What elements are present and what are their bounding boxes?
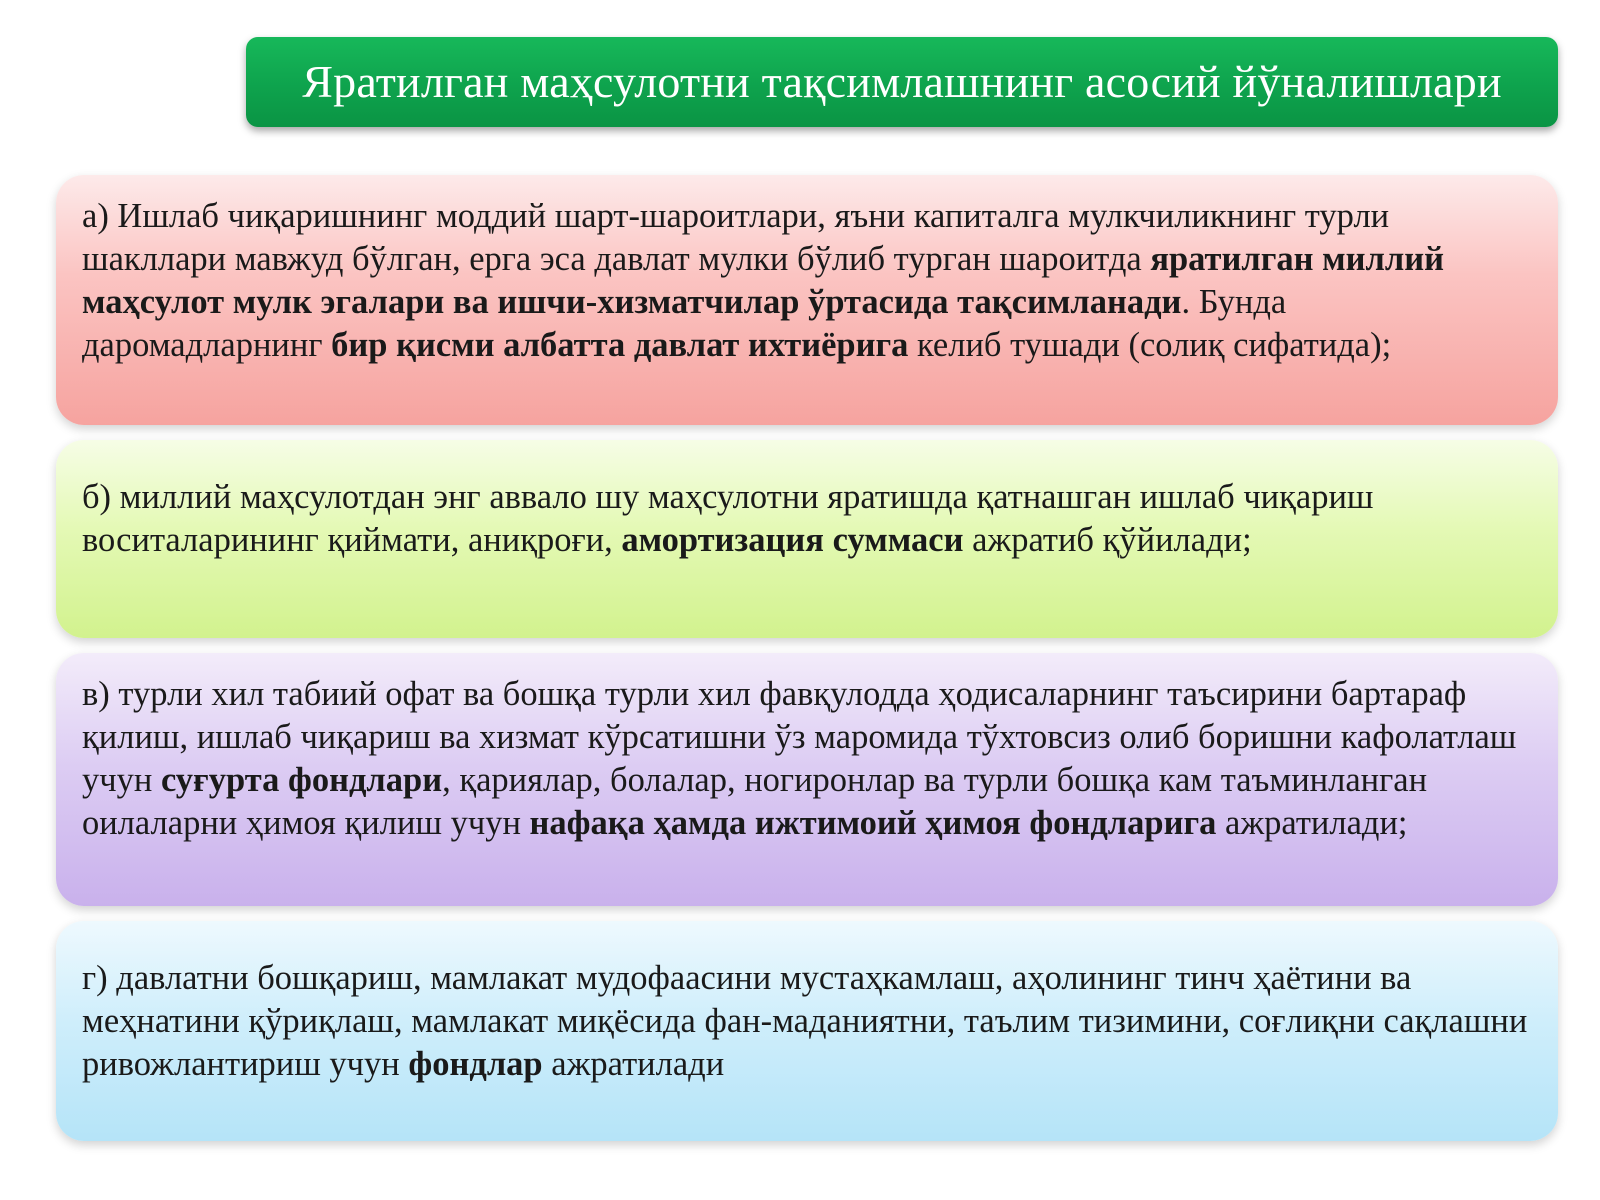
distribution-item-c [56,653,1558,906]
text-segment: а) Ишлаб чиқаришнинг моддий шарт-шароитлари, яъни капиталга мулкчиликнинг турли шакллари мавжуд бўлган, ерга эса давлат мулки бўлиб турган шароитда [82,197,1390,278]
bold-segment: нафақа ҳамда ижтимоий ҳимоя фондларига [529,804,1217,842]
bold-segment: яратилган миллий маҳсулот мулк эгалари ва ишчи-хизматчилар ўртасида тақсимланади [82,240,1444,321]
distribution-item-d [56,921,1558,1141]
text-segment: , қариялар, болалар, ногиронлар ва турли бошқа кам таъминланган оилаларни ҳимоя қилиш учун [82,761,1428,842]
item-text [82,957,1534,1086]
text-segment: в) турли хил табиий офат ва бошқа турли хил фавқулодда ҳодисаларнинг таъсирини бартараф қилиш, ишлаб чиқариш ва хизмат кўрсатишни ўз маромида тўхтовсиз олиб боришни кафолатлаш учун [82,675,1517,799]
text-segment: ажратилади; [1216,804,1408,842]
text-segment: . Бунда даромадларнинг [82,283,1287,364]
text-segment: ажратилади [542,1045,725,1083]
distribution-item-a [56,175,1558,425]
item-text [82,195,1534,367]
text-segment: ажратиб қўйилади; [963,521,1252,559]
bold-segment: фондлар [408,1045,543,1083]
title-banner [246,37,1558,127]
item-text [82,673,1534,845]
text-segment: келиб тушади (солиқ сифатида); [908,326,1392,364]
bold-segment: амортизация суммаси [621,521,964,559]
text-segment: б) миллий маҳсулотдан энг аввало шу маҳсулотни яратишда қатнашган ишлаб чиқариш воситаларининг қиймати, аниқроғи, [82,478,1374,559]
item-text [82,476,1534,562]
page-title: Яратилган маҳсулотни тақсимлашнинг асосий йўналишлари [302,56,1502,107]
bold-segment: суғурта фондлари [160,761,443,799]
distribution-item-b [56,440,1558,638]
text-segment: г) давлатни бошқариш, мамлакат мудофаасини мустаҳкамлаш, аҳолининг тинч ҳаётини ва меҳнатини қўриқлаш, мамлакат миқёсида фан-маданиятни, таълим тизимини, соғлиқни сақлашни ривожлантириш учун [82,959,1528,1083]
bold-segment: бир қисми албатта давлат ихтиёрига [331,326,909,364]
